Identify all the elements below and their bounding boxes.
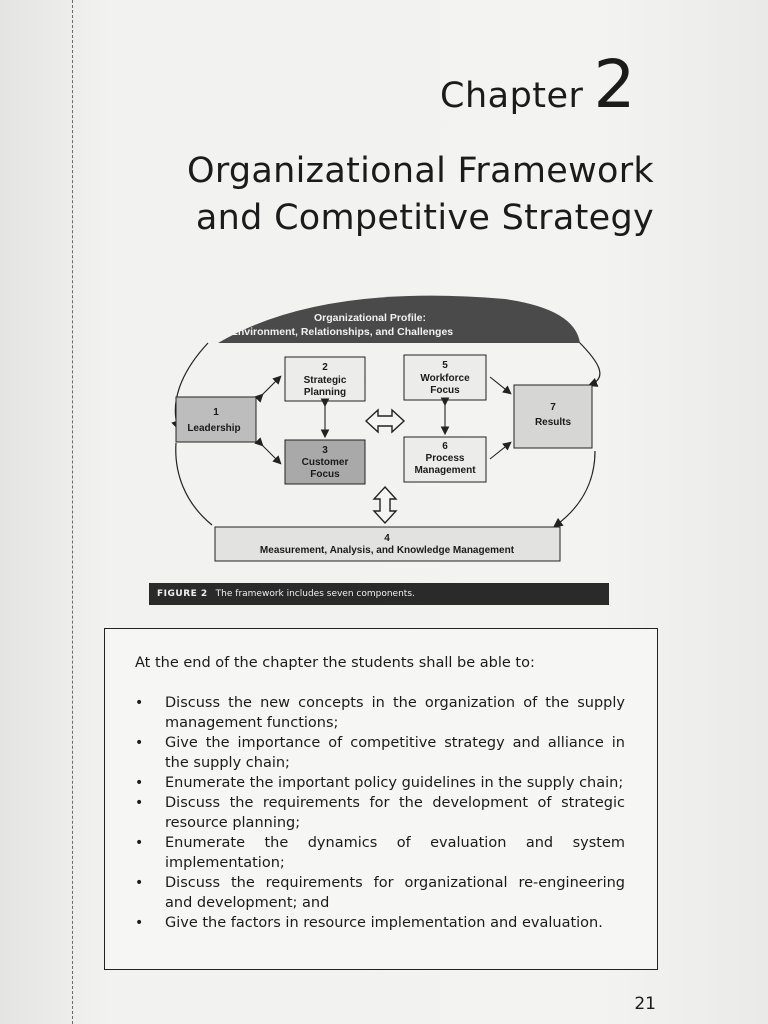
objective-text: Discuss the requirements for the development of strategic resource planning;	[165, 795, 625, 831]
component-1-label: Leadership	[187, 423, 241, 434]
component-7-label: Results	[534, 417, 572, 428]
component-4-number: 4	[384, 533, 390, 544]
figure-caption-text: The framework includes seven components.	[215, 589, 415, 599]
arrow-workforce-results	[490, 377, 510, 393]
objective-text: Discuss the requirements for organizational re-engineering and development; and	[165, 875, 625, 911]
bullet-icon: •	[135, 915, 144, 931]
chapter-number: 2	[593, 46, 636, 123]
bullet-icon: •	[135, 695, 144, 711]
component-2-number: 2	[322, 362, 328, 373]
objective-item	[135, 773, 625, 793]
objective-text: Give the factors in resource implementation and evaluation.	[165, 915, 603, 931]
bullet-icon: •	[135, 735, 144, 751]
chapter-title-line-1: Organizational Framework	[186, 151, 654, 191]
chapter-title-line-2: and Competitive Strategy	[195, 198, 654, 238]
objective-item	[135, 873, 625, 913]
component-5-number: 5	[442, 360, 448, 371]
objective-item	[135, 913, 625, 933]
page-number: 21	[634, 994, 656, 1014]
component-3-label-1: Customer	[301, 457, 349, 468]
arrow-leadership-strategic	[262, 377, 280, 395]
framework-diagram	[170, 293, 615, 565]
objective-item	[135, 733, 625, 773]
component-6-number: 6	[442, 441, 448, 452]
objective-text: Enumerate the dynamics of evaluation and system implementation;	[165, 835, 625, 871]
binding-edge	[72, 0, 73, 1024]
loop-arc-left-lower	[176, 443, 212, 525]
objective-item	[135, 793, 625, 833]
component-3-number: 3	[322, 445, 328, 456]
component-2-label-2: Planning	[303, 387, 347, 398]
component-1-number: 1	[213, 407, 219, 418]
objective-text: Discuss the new concepts in the organization of the supply management functions;	[165, 695, 625, 731]
chapter-word: Chapter	[440, 76, 584, 116]
component-6-label-1: Process	[425, 453, 465, 464]
component-1-box	[176, 397, 256, 442]
arrow-process-results	[490, 443, 510, 459]
component-6-label-2: Management	[414, 465, 476, 476]
objective-text: Enumerate the important policy guidelines in the supply chain;	[165, 775, 624, 791]
component-3-label-2: Focus	[310, 469, 340, 480]
bullet-icon: •	[135, 875, 144, 891]
figure-caption-label: FIGURE 2	[157, 589, 208, 599]
objective-item	[135, 693, 625, 733]
component-5-label-1: Workforce	[420, 373, 470, 384]
figure-caption	[149, 583, 609, 605]
component-7-number: 7	[550, 402, 556, 413]
bullet-icon: •	[135, 775, 144, 791]
double-arrow-vertical-icon	[374, 487, 396, 523]
double-arrow-horizontal-icon	[366, 410, 404, 432]
component-5-label-2: Focus	[430, 385, 460, 396]
learning-objectives-box	[104, 628, 658, 970]
chapter-heading	[440, 46, 636, 123]
loop-arc-right	[578, 341, 600, 385]
objective-item	[135, 833, 625, 873]
objectives-intro: At the end of the chapter the students shall be able to:	[135, 655, 535, 671]
profile-line-1: Organizational Profile:	[313, 312, 427, 324]
component-4-label: Measurement, Analysis, and Knowledge Management	[259, 545, 515, 556]
loop-arc-right-lower	[555, 451, 595, 526]
chapter-title	[114, 148, 654, 242]
objectives-list	[135, 693, 625, 933]
profile-line-2: Environment, Relationships, and Challenges	[230, 326, 454, 338]
component-2-label-1: Strategic	[303, 375, 347, 386]
bullet-icon: •	[135, 795, 144, 811]
arrow-leadership-customer	[262, 445, 280, 463]
bullet-icon: •	[135, 835, 144, 851]
objective-text: Give the importance of competitive strategy and alliance in the supply chain;	[165, 735, 625, 771]
